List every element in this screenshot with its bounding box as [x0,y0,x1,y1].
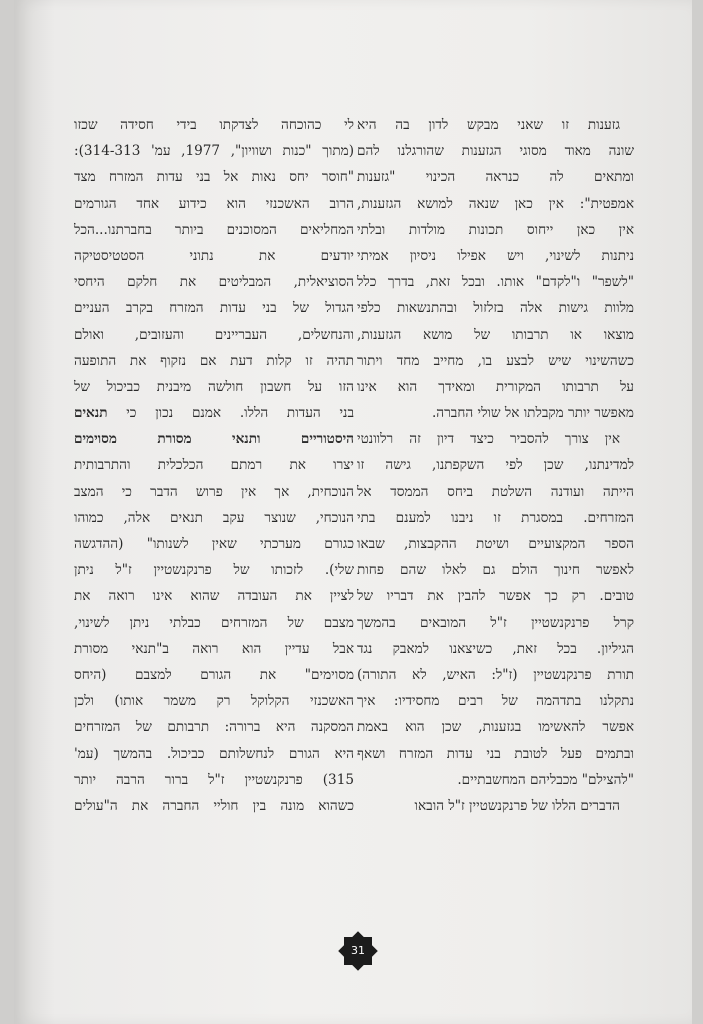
text-line: "להצילם" מכבליהם המחשבתיים. [457,771,634,788]
text-line: טובים. רק כך אפשר להבין את דבריו של [357,588,634,605]
text-line: ניתנות לשינוי, ויש אפילו ניסיון אמיתי [357,247,634,264]
text-line: הזו על חשבון חולשה מיבנית כביכול של [74,378,354,395]
text-line: הנוכחי, שנוצר עקב תנאים אלה, כמוהו [74,509,354,526]
text-line: הגיליון. בכל זאת, כשיצאנו למאבק נגד [357,640,634,657]
text-line: גזענות זו שאני מבקש לדון בה היא [357,117,620,133]
book-page [14,0,692,1024]
text-line: המסקנה היא ברורה: תרבותם של המזרחים [74,719,354,736]
text-line: מסוימים" את הגורם למצבם (היחס [74,666,354,683]
text-line: המזרחים. במסגרת זו ניבנו למענם בתי [357,509,634,526]
text-line: מאפשר יותר מקבלתו אל שולי החברה. [431,405,634,422]
text-line: לאפשר חינוך הולם גם לאלו שהם פחות [357,562,634,579]
text-line: כגורם מערכתי שאין לשנותו" (ההדגשה [74,536,354,552]
text-line: אמפטית": אין כאן שנאה למושא הגזענות, [357,195,634,212]
text-line: הנוכחית, אך אין פרוש הדבר כי המצב [74,483,354,500]
page-number: 31 [351,944,365,957]
page-number-badge [337,930,379,972]
text-line: והנחשלים, העבריינים והעזובים, ואולם [74,326,354,343]
text-line: ובתמים פעל לטובת בני עדות המזרח ושאף [357,745,634,762]
text-line: האשכנזי הקלוקל רק משמר אותו) ולכן [74,693,354,710]
text-line: לי כהוכחה לצדקתו בידי חסידה שכזו [74,117,354,133]
text-line: על תרבותו המקורית ומאידך הוא אינו [357,378,634,395]
text-line: הספר המקצועיים ושיטת ההקבצות, שבאו [357,536,634,552]
text-line: שונה מאוד מסוגי הגזענות שהורגלנו להם [357,143,634,160]
text-line: הסוציאלית, המבליטים את חלקם היחסי [74,274,354,291]
text-line: מצבם של המזרחים כבלתי ניתן לשינוי, [74,614,354,631]
text-line: הגדול של בני עדות המזרח בקרב העניים [74,300,354,317]
text-line: קרל פרנקנשטיין ז"ל המובאים בהמשך [357,614,634,631]
text-line: אין צורך להסביר כיצד דיון זה רלוונטי [357,431,620,448]
left-text-column [74,112,354,819]
text-line: אפשר להאשימו בגזענות, שכן הוא באמת [357,719,634,736]
text-line: הייתה ועודנה השלטת ביחס הממסד אל [357,483,634,500]
right-text-column [357,112,634,819]
text-line: יודעים את נתוני הסטטיסטיקה [74,247,354,264]
text-line: הדברים הללו של פרנקנשטיין ז"ל הובאו [414,797,620,814]
emphasized-phrase: היסטוריים ותנאי מסורת מסוימים [74,431,354,448]
text-line: שלי). לזכותו של פרנקנשטיין ז"ל ניתן [74,562,354,579]
text-line: למדינתנו, שכן לפי השקפתנו, גישה זו [357,457,634,474]
text-line: (מתוך "כנות ושוויון", 1977, עמ' 314-313): [74,143,354,160]
text-line: מוצאו או תרבותו של מושא הגזענות, [357,326,634,343]
text-line: לציין את העובדה שהוא אינו רואה את [74,588,354,605]
text-line: נתקלנו בתדהמה של רבים מחסידיו: איך [357,693,634,710]
text-line: אין כאן ייחוס תכונות מולדות ובלתי [357,221,634,238]
text-line: "חוסר יחס נאות אל בני עדות המזרח מצד [74,169,354,186]
text-line: תהיה זו קלות דעת אם נזקוף את התופעה [74,352,354,369]
text-line: היא הגורם לנחשלותם כביכול. בהמשך (עמ' [74,745,354,762]
text-line: אבל עדיין הוא רואה ב"תנאי מסורת [74,640,354,657]
text-line: תורת פרנקנשטיין (ז"ל: האיש, לא התורה) [357,666,634,683]
text-line: מלוות גישות אלה בזלזול ובהתנשאות כלפי [357,300,634,317]
text-line: כשהשינוי שיש לבצע בו, מחייב מחד ויתור [357,352,634,369]
text-line: 315) פרנקנשטיין ז"ל ברור הרבה יותר [74,771,354,788]
emphasized-phrase: תנאים [74,405,108,422]
text-line: ומתאים לה כנראה הכינוי "גזענות [357,169,634,186]
text-line: כשהוא מונה בין חוליי החברה את ה"עולים [74,797,354,814]
text-line [74,426,354,452]
text-line: בני העדות הללו. אמנם נכון כי תנאים [74,405,354,422]
text-line: יצרו את רמתם הכלכלית והתרבותית [74,457,354,474]
text-line: הרוב האשכנזי הוא כידוע אחד הגורמים [74,195,354,212]
text-line: "לשפר" ו"לקדם" אותו. ובכל זאת, בדרך כלל [357,274,634,291]
text-line: המחליאים המסוכנים ביותר בחברתנו...הכל [74,221,354,238]
